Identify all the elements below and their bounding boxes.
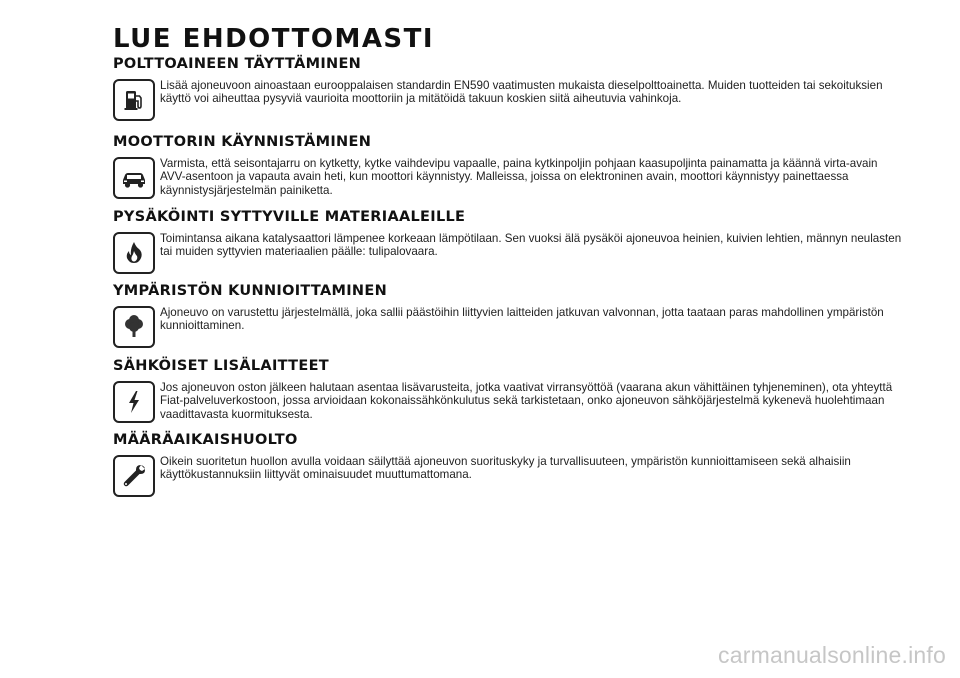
section-parking xyxy=(113,210,913,259)
section-environment xyxy=(113,284,913,333)
fuel-pump-icon xyxy=(113,79,155,121)
section-electrical xyxy=(113,359,913,421)
section-heading: MÄÄRÄAIKAISHUOLTO xyxy=(113,432,298,448)
section-text: Jos ajoneuvon oston jälkeen halutaan asentaa lisävarusteita, jotka vaativat virransyöttöä (vaarana akun vähittäinen tyhjeneminen), ota yhteyttä Fiat-palveluverkostoon, jossa arvioidaan kokonaissähkönkulutus sekä tarkistetaan, onko ajoneuvon sähköjärjestelmä kykenevä huolehtimaan vaadittavasta kuormituksesta. xyxy=(160,380,893,421)
section-text: Varmista, että seisontajarru on kytketty, kytke vaihdevipu vapaalle, paina kytkinpoljin pohjaan kaasupoljinta painamatta ja käännä virta-avain AVV-asentoon ja vapauta avain heti, kun moottori käynnistyy. Malleissa, joissa on elektroninen avain, moottori käynnistyy painettaessa käynnistysjärjestelmän painiketta. xyxy=(160,156,878,197)
car-icon xyxy=(113,157,155,199)
section-text: Toimintansa aikana katalysaattori lämpenee korkeaan lämpötilaan. Sen vuoksi älä pysäköi ajoneuvoa heinien, kuivien lehtien, männyn neulasten tai muiden syttyvien materiaalien päälle: tulipalovaara. xyxy=(160,231,902,258)
section-heading: YMPÄRISTÖN KUNNIOITTAMINEN xyxy=(113,283,388,299)
section-text: Oikein suoritetun huollon avulla voidaan säilyttää ajoneuvon suorituskyky ja turvallisuuteen, ympäristön kunnioittamiseen sekä alhaisiin käyttökustannuksiin liittyvät ominaisuudet muuttumattomana. xyxy=(160,454,851,481)
watermark: carmanualsonline.info xyxy=(718,642,946,668)
section-heading: MOOTTORIN KÄYNNISTÄMINEN xyxy=(113,134,372,150)
wrench-icon xyxy=(113,455,155,497)
tree-icon xyxy=(113,306,155,348)
section-text: Ajoneuvo on varustettu järjestelmällä, joka sallii päästöihin liittyvien laitteiden jatkuvan valvonnan, jotta taataan paras mahdollinen ympäristön kunnioittaminen. xyxy=(160,305,884,332)
section-maintenance xyxy=(113,433,913,482)
section-text: Lisää ajoneuvoon ainoastaan eurooppalaisen standardin EN590 vaatimusten mukaista dieselpolttoainetta. Muiden tuotteiden tai sekoituksien käyttö voi aiheuttaa pysyviä vaurioita moottoriin ja mitätöidä takuun koskien siitä aiheutuvia vahinkoja. xyxy=(160,78,883,105)
lightning-bolt-icon xyxy=(113,381,155,423)
page-title: LUE EHDOTTOMASTI xyxy=(113,24,435,54)
section-heading: PYSÄKÖINTI SYTTYVILLE MATERIAALEILLE xyxy=(113,209,466,225)
section-fuel xyxy=(113,57,913,106)
flame-icon xyxy=(113,232,155,274)
section-heading: SÄHKÖISET LISÄLAITTEET xyxy=(113,358,329,374)
section-engine-start xyxy=(113,135,913,197)
section-heading: POLTTOAINEEN TÄYTTÄMINEN xyxy=(113,56,362,72)
